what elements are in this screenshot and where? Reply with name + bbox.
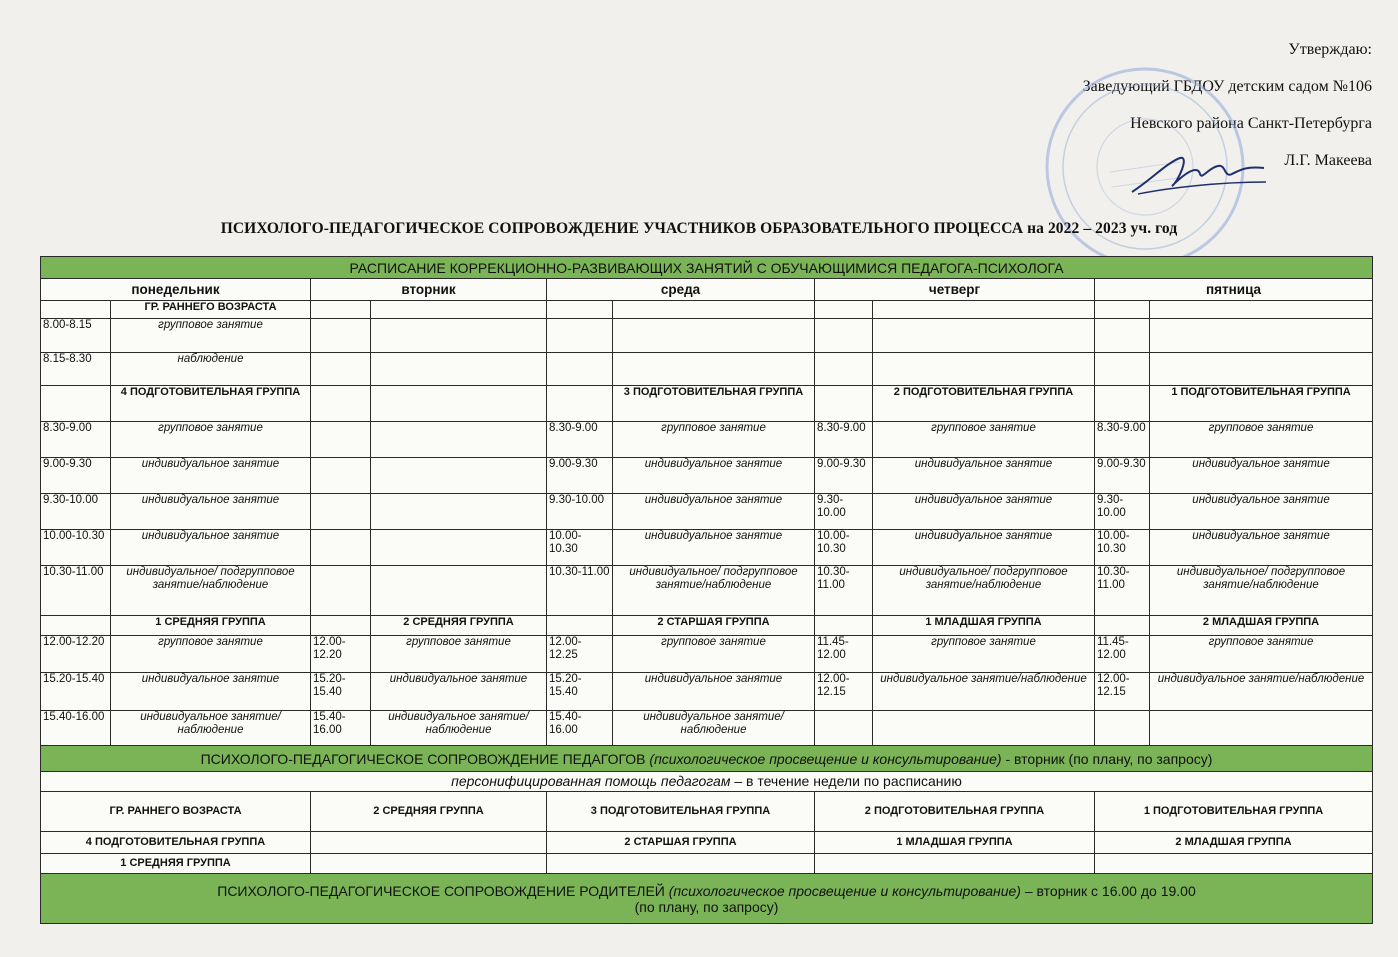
time-cell [815,353,873,386]
day-header: понедельник [41,279,311,301]
approval-position: Заведующий ГБДОУ детским садом №106 [1082,78,1372,95]
time-cell: 12.00-12.15 [815,673,873,711]
teacher-group-cell [311,832,547,854]
teacher-group-cell [1095,854,1373,874]
activity-cell: групповое занятие [613,422,815,458]
group-spacer [1095,616,1150,636]
activity-cell [1150,353,1373,386]
group-label [1150,301,1373,319]
parents-header-line2: (по плану, по запросу) [634,898,779,915]
document-title: ПСИХОЛОГО-ПЕДАГОГИЧЕСКОЕ СОПРОВОЖДЕНИЕ УЧАСТНИКОВ ОБРАЗОВАТЕЛЬНОГО ПРОЦЕССА на 2022 – 2023 уч. год [220,220,1178,237]
time-cell [815,711,873,746]
activity-cell [371,353,547,386]
group-spacer [815,301,873,319]
teacher-group-cell: 2 СТАРШАЯ ГРУППА [547,832,815,854]
activity-cell: индивидуальное/ подгрупповое занятие/наблюдение [111,566,311,616]
time-cell: 8.30-9.00 [41,422,111,458]
activity-cell: индивидуальное занятие [613,530,815,566]
activity-cell: индивидуальное занятие [1150,530,1373,566]
time-cell: 15.20-15.40 [547,673,613,711]
teacher-group-cell: 1 МЛАДШАЯ ГРУППА [815,832,1095,854]
time-cell: 9.30-10.00 [1095,494,1150,530]
time-cell [311,566,371,616]
activity-cell [371,530,547,566]
activity-cell [371,494,547,530]
time-cell: 9.30-10.00 [815,494,873,530]
activity-cell [371,566,547,616]
parents-header-main: ПСИХОЛОГО-ПЕДАГОГИЧЕСКОЕ СОПРОВОЖДЕНИЕ РОДИТЕЛЕЙ [217,882,665,899]
group-spacer [1095,301,1150,319]
activity-cell [873,353,1095,386]
teacher-group-cell: 3 ПОДГОТОВИТЕЛЬНАЯ ГРУППА [547,792,815,832]
group-spacer [815,386,873,422]
activity-cell: индивидуальное занятие [873,530,1095,566]
group-spacer [1095,386,1150,422]
time-cell: 12.00-12.20 [41,636,111,673]
time-cell [1095,319,1150,353]
parents-header-italic: (психологическое просвещение и консультирование) [668,882,1021,899]
teacher-group-cell [547,854,815,874]
time-cell: 8.15-8.30 [41,353,111,386]
time-cell [311,319,371,353]
group-label: 1 ПОДГОТОВИТЕЛЬНАЯ ГРУППА [1150,386,1373,422]
group-label [371,301,547,319]
personal-help-italic: персонифицированная помощь педагогам [451,773,731,789]
activity-cell: индивидуальное занятие [371,673,547,711]
activity-cell [1150,711,1373,746]
teachers-header-main: ПСИХОЛОГО-ПЕДАГОГИЧЕСКОЕ СОПРОВОЖДЕНИЕ ПЕДАГОГОВ [200,750,646,767]
time-cell: 15.20-15.40 [41,673,111,711]
time-cell: 10.30-11.00 [547,566,613,616]
teacher-group-cell: 2 МЛАДШАЯ ГРУППА [1095,832,1373,854]
activity-cell: индивидуальное занятие [613,458,815,494]
group-label: 1 СРЕДНЯЯ ГРУППА [111,616,311,636]
activity-cell: индивидуальное занятие [613,673,815,711]
group-spacer [41,301,111,319]
time-cell: 9.00-9.30 [547,458,613,494]
activity-cell: групповое занятие [371,636,547,673]
activity-cell: индивидуальное занятие/наблюдение [371,711,547,746]
time-cell [1095,353,1150,386]
activity-cell: индивидуальное занятие [613,494,815,530]
time-cell: 9.00-9.30 [1095,458,1150,494]
teachers-header [41,746,1373,772]
time-cell: 8.30-9.00 [1095,422,1150,458]
activity-cell [371,458,547,494]
time-cell: 10.00-10.30 [547,530,613,566]
time-cell: 8.30-9.00 [815,422,873,458]
approval-block [952,42,1372,190]
group-label: 2 МЛАДШАЯ ГРУППА [1150,616,1373,636]
time-cell: 15.20-15.40 [311,673,371,711]
time-cell [311,458,371,494]
activity-cell [873,319,1095,353]
activity-cell: индивидуальное занятие/наблюдение [111,711,311,746]
group-label: 2 СРЕДНЯЯ ГРУППА [371,616,547,636]
activity-cell: групповое занятие [873,422,1095,458]
approval-district: Невского района Санкт-Петербурга [1130,115,1372,132]
personal-help-line [41,772,1373,792]
group-spacer [311,386,371,422]
group-label [371,386,547,422]
activity-cell: индивидуальное/ подгрупповое занятие/наблюдение [613,566,815,616]
activity-cell: индивидуальное занятие [1150,458,1373,494]
time-cell: 9.00-9.30 [41,458,111,494]
teacher-group-cell: 4 ПОДГОТОВИТЕЛЬНАЯ ГРУППА [41,832,311,854]
time-cell [547,353,613,386]
activity-cell: групповое занятие [1150,422,1373,458]
time-cell: 15.40-16.00 [547,711,613,746]
group-spacer [547,616,613,636]
time-cell [1095,711,1150,746]
time-cell: 10.00-10.30 [41,530,111,566]
time-cell: 15.40-16.00 [41,711,111,746]
time-cell: 8.30-9.00 [547,422,613,458]
activity-cell: индивидуальное занятие/наблюдение [1150,673,1373,711]
activity-cell: индивидуальное/ подгрупповое занятие/наблюдение [1150,566,1373,616]
activity-cell [371,319,547,353]
group-spacer [41,386,111,422]
time-cell: 11.45-12.00 [815,636,873,673]
day-header: вторник [311,279,547,301]
day-header: среда [547,279,815,301]
activity-cell: индивидуальное занятие [1150,494,1373,530]
personal-help-tail: – в течение недели по расписанию [734,773,962,789]
activity-cell: групповое занятие [1150,636,1373,673]
time-cell [311,530,371,566]
teacher-group-cell [311,854,547,874]
teacher-group-cell: 2 СРЕДНЯЯ ГРУППА [311,792,547,832]
time-cell: 9.00-9.30 [815,458,873,494]
teacher-group-cell [815,854,1095,874]
activity-cell: индивидуальное занятие [873,494,1095,530]
group-spacer [41,616,111,636]
time-cell [311,353,371,386]
group-label: 1 МЛАДШАЯ ГРУППА [873,616,1095,636]
time-cell: 9.30-10.00 [547,494,613,530]
time-cell: 12.00-12.25 [547,636,613,673]
group-label: 2 ПОДГОТОВИТЕЛЬНАЯ ГРУППА [873,386,1095,422]
time-cell: 10.00-10.30 [815,530,873,566]
schedule-header: РАСПИСАНИЕ КОРРЕКЦИОННО-РАЗВИВАЮЩИХ ЗАНЯТИЙ С ОБУЧАЮЩИМИСЯ ПЕДАГОГА-ПСИХОЛОГА [41,257,1373,279]
group-label [613,301,815,319]
group-spacer [311,616,371,636]
activity-cell: групповое занятие [111,422,311,458]
approval-heading: Утверждаю: [1288,41,1372,58]
group-label: 2 СТАРШАЯ ГРУППА [613,616,815,636]
time-cell: 15.40-16.00 [311,711,371,746]
time-cell: 9.30-10.00 [41,494,111,530]
activity-cell: групповое занятие [613,636,815,673]
time-cell: 12.00-12.15 [1095,673,1150,711]
group-spacer [311,301,371,319]
day-header: пятница [1095,279,1373,301]
time-cell: 10.30-11.00 [1095,566,1150,616]
activity-cell [1150,319,1373,353]
group-label: 4 ПОДГОТОВИТЕЛЬНАЯ ГРУППА [111,386,311,422]
activity-cell: индивидуальное/ подгрупповое занятие/наблюдение [873,566,1095,616]
time-cell [311,494,371,530]
time-cell: 11.45-12.00 [1095,636,1150,673]
time-cell: 10.30-11.00 [815,566,873,616]
activity-cell [613,353,815,386]
group-spacer [815,616,873,636]
activity-cell: индивидуальное занятие [111,458,311,494]
parents-header [41,874,1373,924]
activity-cell: наблюдение [111,353,311,386]
group-spacer [547,301,613,319]
group-label: 3 ПОДГОТОВИТЕЛЬНАЯ ГРУППА [613,386,815,422]
time-cell: 8.00-8.15 [41,319,111,353]
activity-cell: индивидуальное занятие/наблюдение [873,673,1095,711]
activity-cell [613,319,815,353]
approval-signer: Л.Г. Макеева [1284,152,1372,169]
teacher-group-cell: 2 ПОДГОТОВИТЕЛЬНАЯ ГРУППА [815,792,1095,832]
group-spacer [547,386,613,422]
activity-cell: индивидуальное занятие [111,494,311,530]
activity-cell: индивидуальное занятие/наблюдение [613,711,815,746]
group-label [873,301,1095,319]
activity-cell: групповое занятие [873,636,1095,673]
time-cell [815,319,873,353]
teacher-group-cell: ГР. РАННЕГО ВОЗРАСТА [41,792,311,832]
activity-cell: индивидуальное занятие [873,458,1095,494]
time-cell [547,319,613,353]
activity-cell [873,711,1095,746]
activity-cell: групповое занятие [111,636,311,673]
schedule-table [40,256,1373,924]
activity-cell: групповое занятие [111,319,311,353]
time-cell: 12.00-12.20 [311,636,371,673]
time-cell [311,422,371,458]
teacher-group-cell: 1 ПОДГОТОВИТЕЛЬНАЯ ГРУППА [1095,792,1373,832]
teachers-header-tail: - вторник (по плану, по запросу) [1005,750,1213,767]
activity-cell [371,422,547,458]
day-header: четверг [815,279,1095,301]
group-label: ГР. РАННЕГО ВОЗРАСТА [111,301,311,319]
teacher-group-cell: 1 СРЕДНЯЯ ГРУППА [41,854,311,874]
time-cell: 10.00-10.30 [1095,530,1150,566]
time-cell: 10.30-11.00 [41,566,111,616]
activity-cell: индивидуальное занятие [111,673,311,711]
teachers-header-italic: (психологическое просвещение и консультирование) [649,750,1002,767]
activity-cell: индивидуальное занятие [111,530,311,566]
parents-header-tail: – вторник с 16.00 до 19.00 [1024,882,1196,899]
